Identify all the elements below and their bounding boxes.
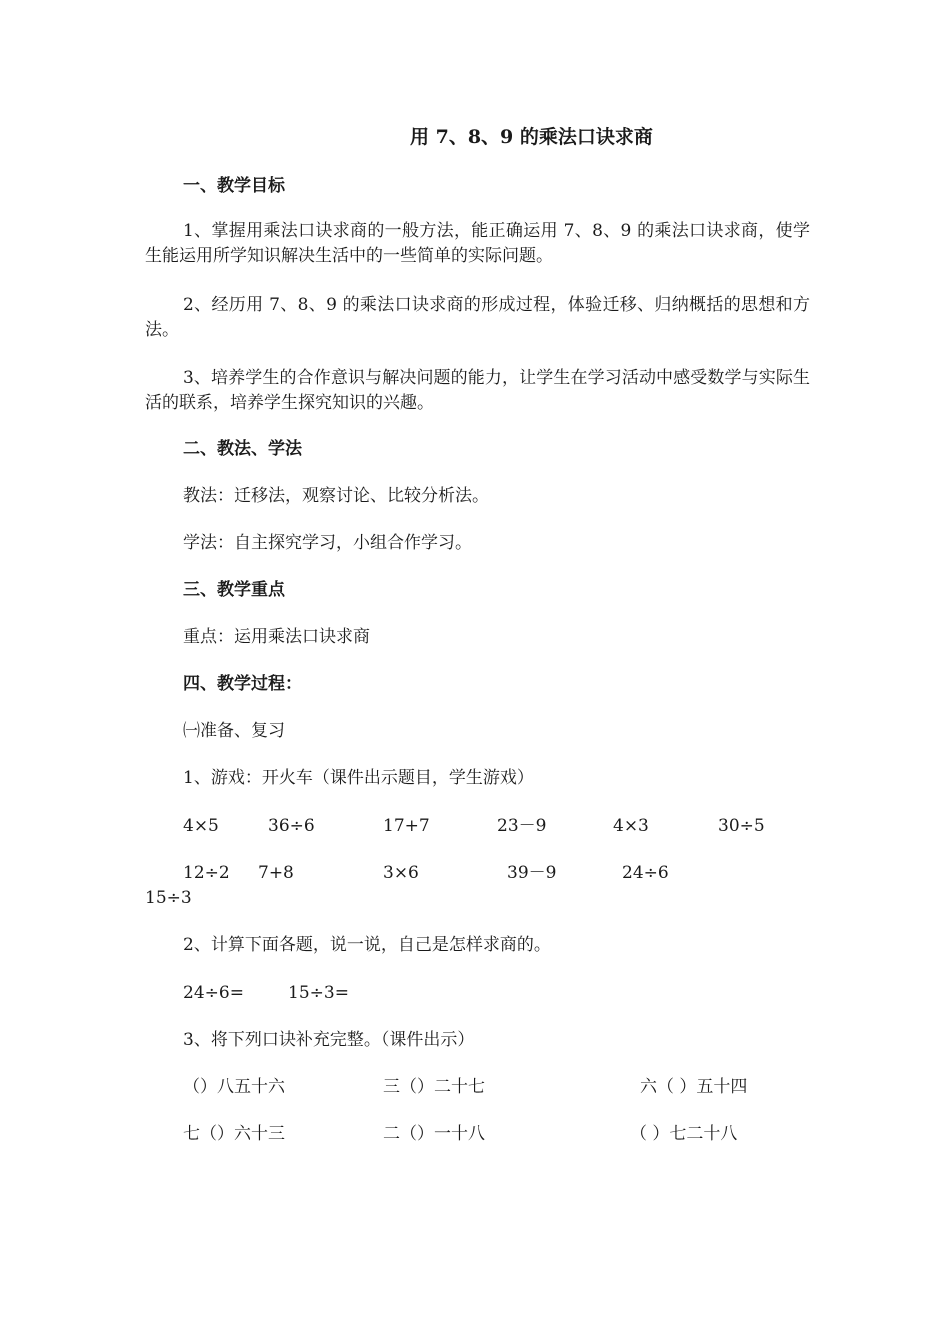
document-title: 用 7、8、9 的乘法口诀求商 — [410, 126, 653, 148]
problem: 24÷6 — [622, 863, 669, 883]
calc-item: 15÷3= — [288, 983, 349, 1003]
goal-1 — [145, 219, 810, 269]
fill-item: 三（）二十七 — [383, 1077, 485, 1097]
fill-item: （）八五十六 — [183, 1077, 285, 1097]
goals-heading: 一、教学目标 — [183, 176, 285, 196]
fill-item: 七（）六十三 — [183, 1124, 285, 1144]
goal-2-text: 2、经历用 7、8、9 的乘法口诀求商的形成过程，体验迁移、归纳概括的思想和方法。 — [145, 295, 810, 340]
problem: 3×6 — [383, 863, 419, 883]
problem: 39－9 — [507, 863, 557, 883]
calc-instruction: 2、计算下面各题，说一说，自己是怎样求商的。 — [183, 935, 551, 955]
goal-2 — [145, 293, 810, 343]
prep-heading: ㈠准备、复习 — [183, 721, 285, 741]
focus-heading: 三、教学重点 — [183, 580, 285, 600]
problem: 15÷3 — [145, 888, 192, 908]
focus-text: 重点：运用乘法口诀求商 — [183, 627, 370, 647]
goal-3-text: 3、培养学生的合作意识与解决问题的能力，让学生在学习活动中感受数学与实际生活的联系，培养学生探究知识的兴趣。 — [145, 368, 810, 413]
fill-item: 二（）一十八 — [383, 1124, 485, 1144]
problem: 30÷5 — [718, 816, 765, 836]
problem: 4×5 — [183, 816, 219, 836]
problem: 12÷2 — [183, 863, 230, 883]
process-heading: 四、教学过程： — [183, 674, 302, 694]
problem: 4×3 — [613, 816, 649, 836]
calc-item: 24÷6= — [183, 983, 244, 1003]
goal-3 — [145, 366, 810, 416]
learning-method: 学法：自主探究学习，小组合作学习。 — [183, 533, 472, 553]
fill-instruction: 3、将下列口诀补充完整。（课件出示） — [183, 1030, 475, 1050]
fill-item: （ ）七二十八 — [630, 1124, 738, 1144]
teaching-method: 教法：迁移法，观察讨论、比较分析法。 — [183, 486, 489, 506]
fill-item: 六（ ）五十四 — [640, 1077, 748, 1097]
methods-heading: 二、教法、学法 — [183, 439, 302, 459]
problem: 7+8 — [258, 863, 294, 883]
goal-1-text: 1、掌握用乘法口诀求商的一般方法，能正确运用 7、8、9 的乘法口诀求商，使学生能运用所学知识解决生活中的一些简单的实际问题。 — [145, 221, 810, 266]
problem: 36÷6 — [268, 816, 315, 836]
problem: 23－9 — [497, 816, 547, 836]
problem: 17+7 — [383, 816, 430, 836]
game-instruction: 1、游戏：开火车（课件出示题目，学生游戏） — [183, 768, 534, 788]
